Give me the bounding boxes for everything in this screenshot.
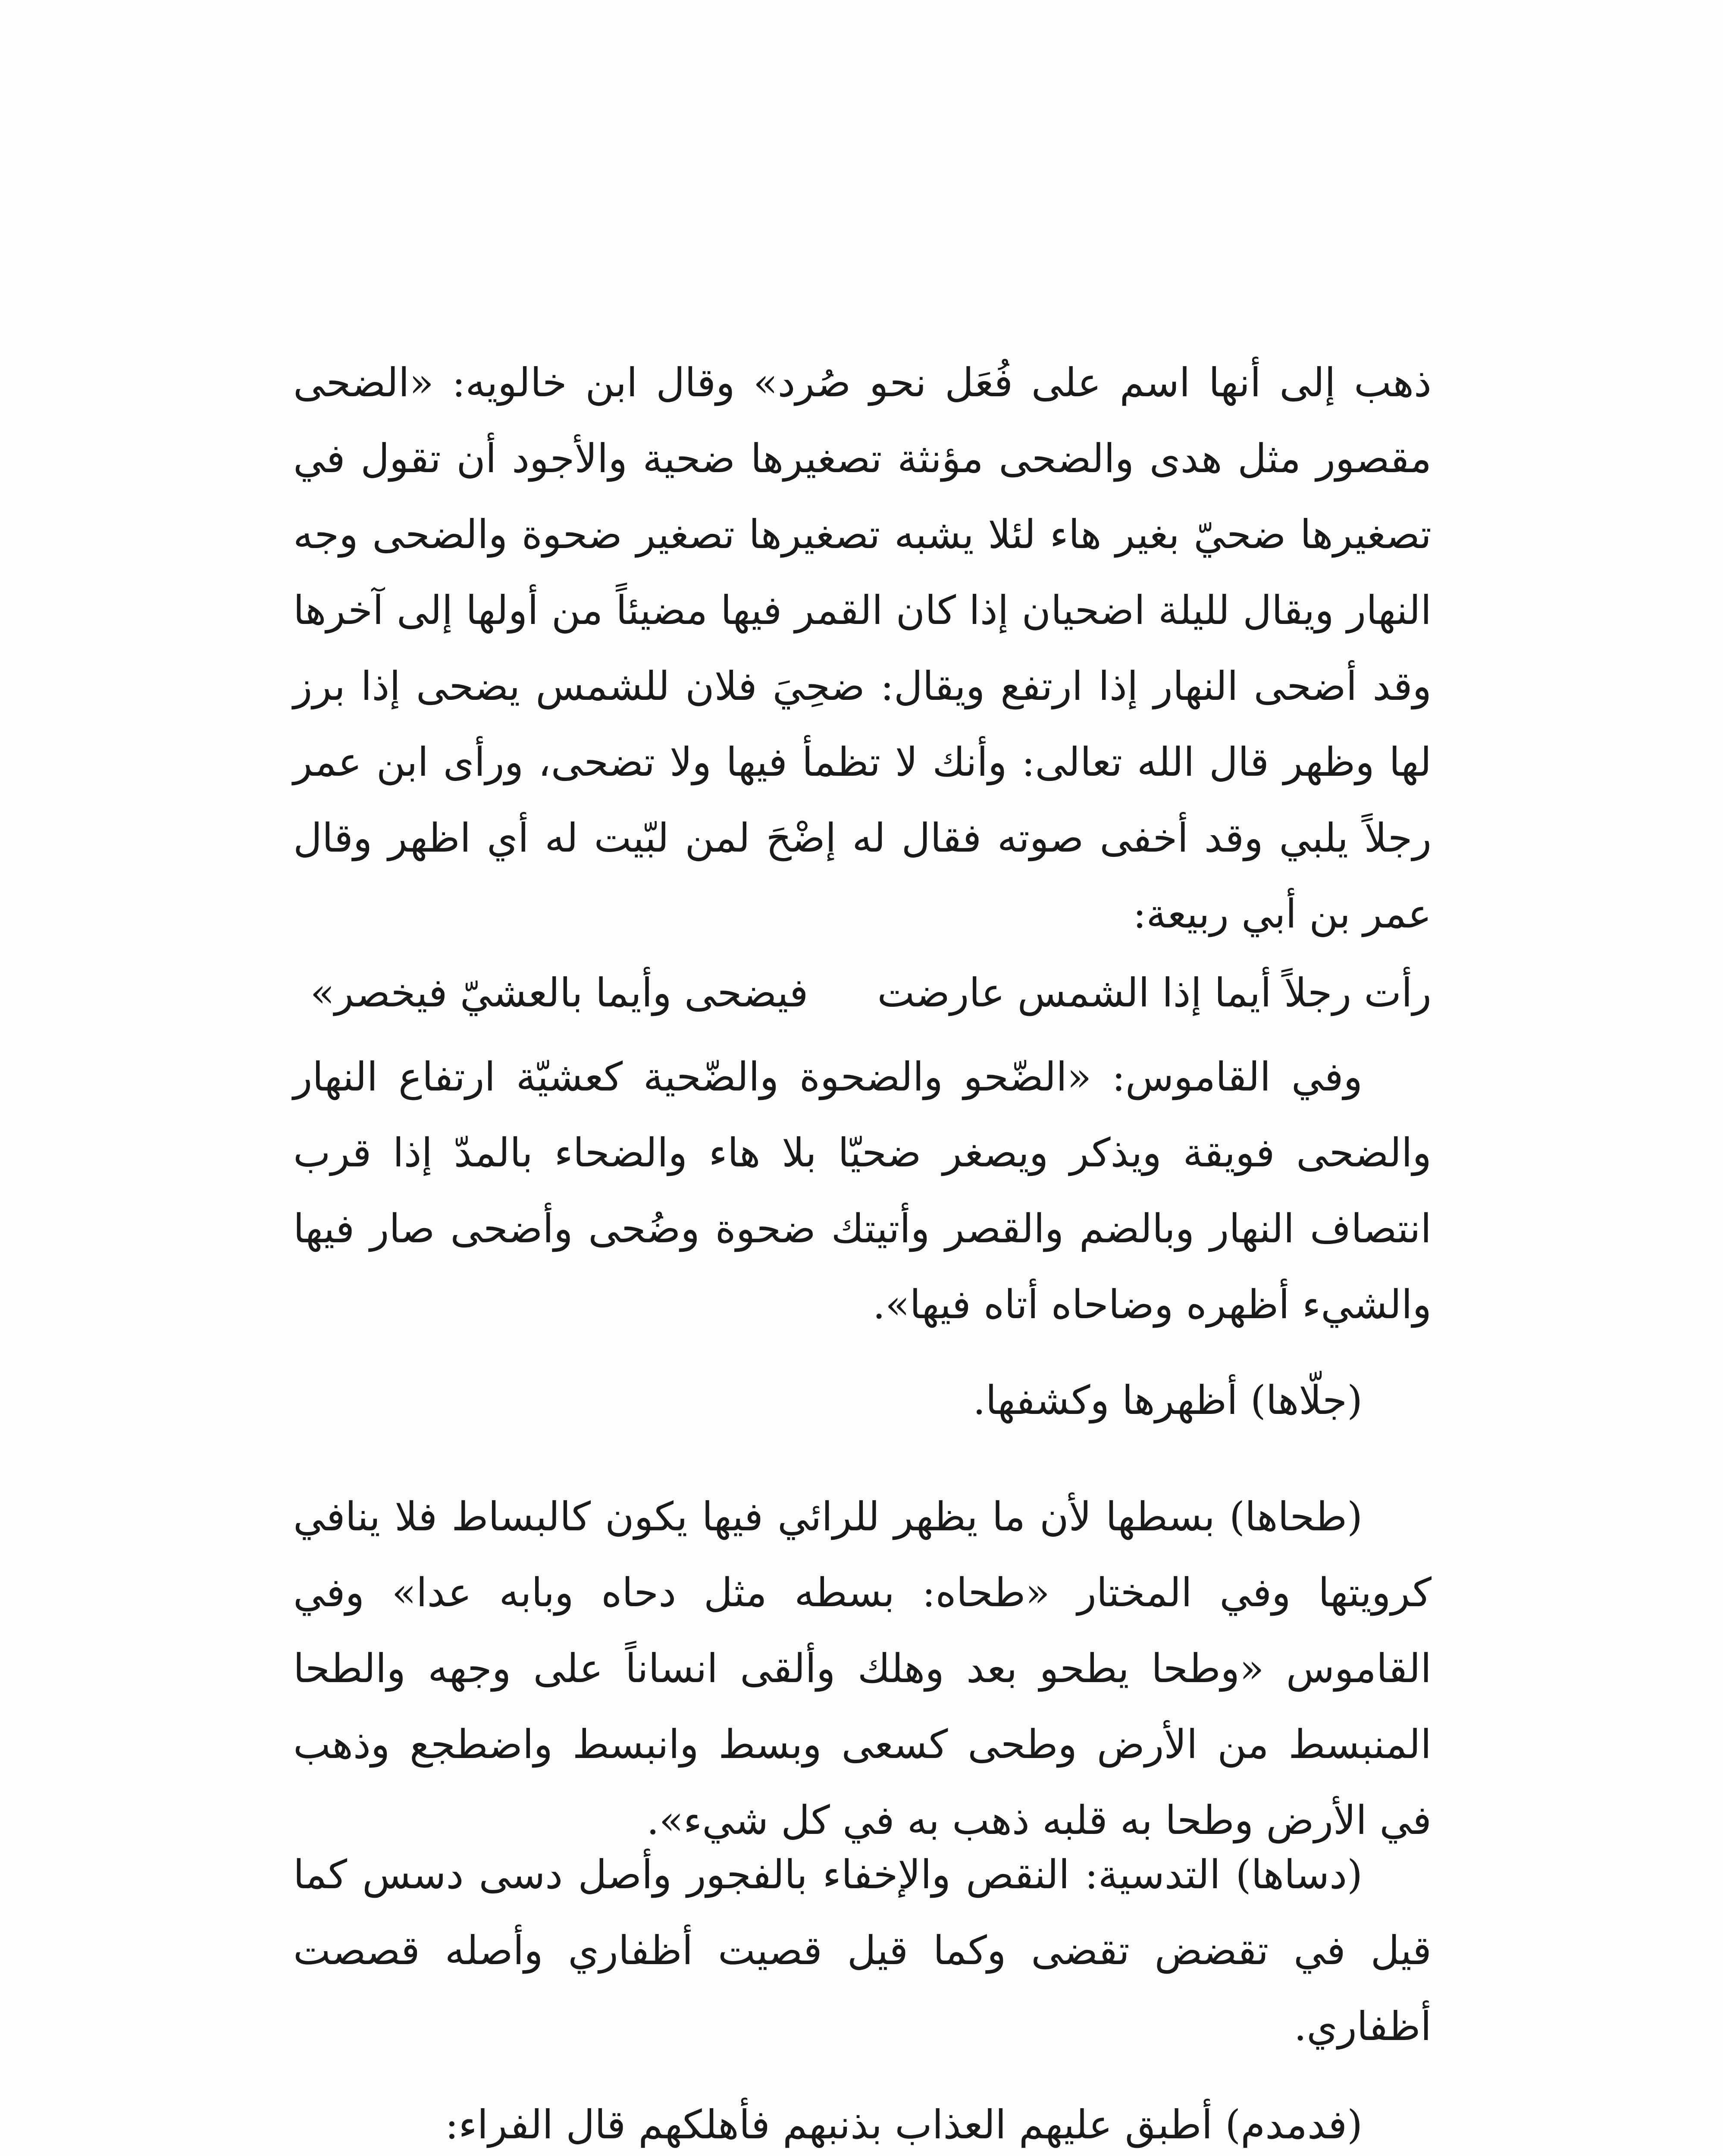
paragraph-text: (جلّاها) أظهرها وكشفها. [973, 1377, 1363, 1423]
paragraph-fadamdama [293, 2087, 1432, 2156]
paragraph-text: (فدمدم) أطبق عليهم العذاب بذنبهم فأهلكهم قال الفراء: [445, 2102, 1363, 2148]
paragraph-text: ذهب إلى أنها اسم على فُعَل نحو صُرد» وقال ابن خالويه: «الضحى مقصور مثل هدى والضحى مؤنثة تصغيرها ضحية والأجود أن تقول في تصغيرها ضحيّ بغير هاء لئلا يشبه تصغيرها تصغير ضحوة والضحى وجه النهار ويقال لليلة اضحيان إذا كان القمر فيها مضيئاً من أولها إلى آخرها وقد أضحى النهار إذا ارتفع ويقال: ضحِيَ فلان للشمس يضحى إذا برز لها وظهر قال الله تعالى: وأنك لا تظمأ فيها ولا تضحى، ورأى ابن عمر رجلاً يلبي وقد أخفى صوته فقال له إضْحَ لمن لبّيت له أي اظهر وقال عمر بن أبي ربيعة: [293, 360, 1432, 937]
paragraph-duha-definition [293, 345, 1432, 952]
paragraph-qamus-duha [293, 1039, 1432, 1343]
paragraph-jallaha [293, 1363, 1432, 1438]
paragraph-text: (طحاها) بسطها لأن ما يظهر للرائي فيها يكون كالبساط فلا ينافي كرويتها وفي المختار «طحاه: بسطه مثل دحاه وبابه عدا» وفي القاموس «وطحا يطحو بعد وهلك وألقى انساناً على وجهه والطحا المنبسط من الأرض وطحى كسعى وبسط وانبسط واضطجع وذهب في الأرض وطحا به قلبه ذهب به في كل شيء». [293, 1494, 1432, 1843]
verse-hemistich-first: رأت رجلاً أيما إذا الشمس عارضت [877, 970, 1432, 1016]
paragraph-text: (دساها) التدسية: النقص والإخفاء بالفجور وأصل دسى دسس كما قيل في تقضض تقضى وكما قيل قصيت أظفاري وأصله قصصت أظفاري. [293, 1852, 1432, 2049]
paragraph-dassaha [293, 1837, 1432, 2065]
verse-hemistich-second: فيضحى وأيما بالعشيّ فيخصر» [310, 970, 808, 1016]
verse-line [293, 955, 1432, 1031]
paragraph-tahaha [293, 1479, 1432, 1858]
paragraph-text: وفي القاموس: «الضّحو والضحوة والضّحية كعشيّة ارتفاع النهار والضحى فويقة ويذكر ويصغر ضحيّا بلا هاء والضحاء بالمدّ إذا قرب انتصاف النهار وبالضم والقصر وأتيتك ضحوة وضُحى وأضحى صار فيها والشيء أظهره وضاحاه أتاه فيها». [293, 1054, 1432, 1328]
